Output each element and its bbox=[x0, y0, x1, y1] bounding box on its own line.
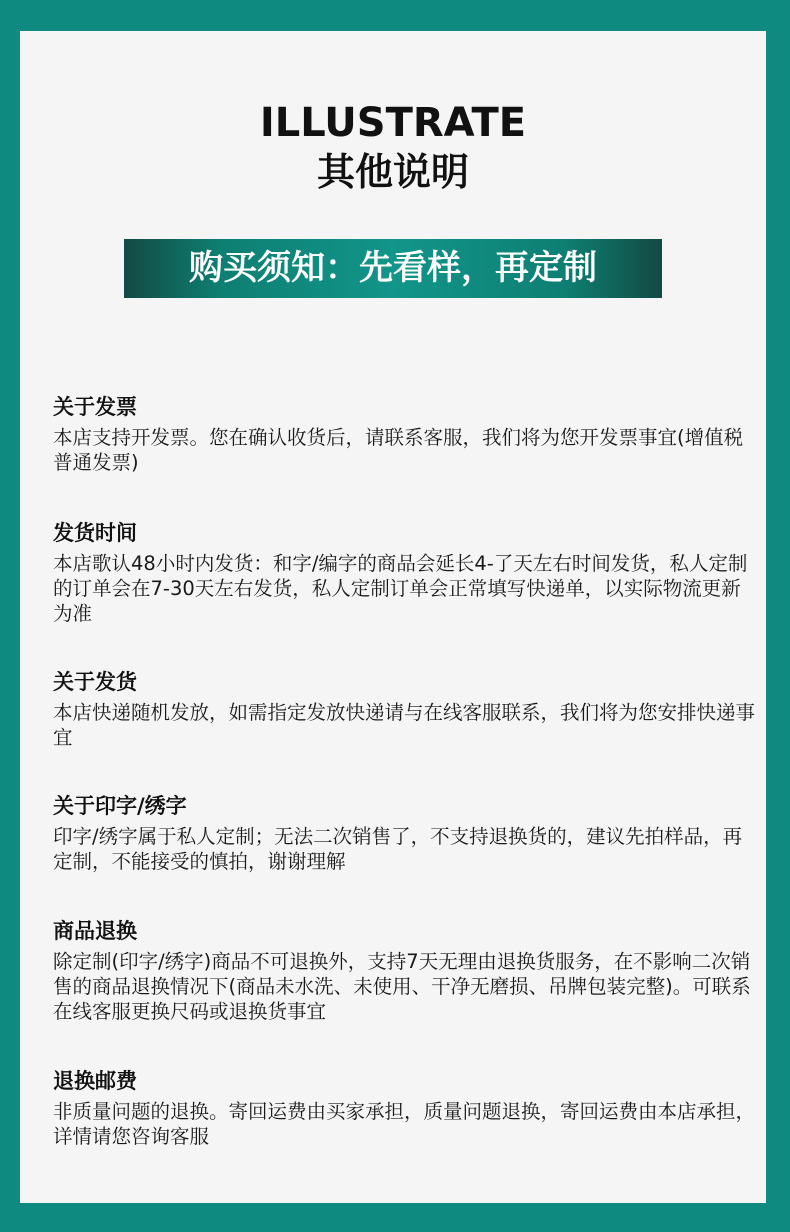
section-body: 印字/绣字属于私人定制；无法二次销售了，不支持退换货的，建议先拍样品，再定制，不能接受的慎拍，谢谢理解 bbox=[53, 825, 743, 873]
section-heading: 退换邮费 bbox=[53, 1069, 137, 1093]
section-heading: 发货时间 bbox=[53, 521, 137, 545]
page-title-en: ILLUSTRATE bbox=[259, 100, 527, 146]
section-body: 非质量问题的退换。寄回运费由买家承担，质量问题退换，寄回运费由本店承担，详情请您咨询客服 bbox=[53, 1100, 756, 1148]
section-shipping-time bbox=[53, 519, 759, 626]
section-body: 本店支持开发票。您在确认收货后，请联系客服，我们将为您开发票事宜(增值税普通发票) bbox=[53, 426, 744, 474]
section-heading: 关于发货 bbox=[53, 670, 137, 694]
section-heading: 关于印字/绣字 bbox=[53, 794, 187, 818]
section-body: 除定制(印字/绣字)商品不可退换外，支持7天无理由退换货服务，在不影响二次销售的商品退换情况下(商品未水洗、未使用、干净无磨损、吊牌包装完整)。可联系在线客服更换尺码或退换货事宜 bbox=[53, 950, 751, 1023]
section-return-postage bbox=[53, 1067, 759, 1149]
content-card bbox=[20, 31, 766, 1203]
section-body: 本店歌认48小时内发货：和字/编字的商品会延长4-了天左右时间发货，私人定制的订单会在7-30天左右发货，私人定制订单会正常填写快递单，以实际物流更新为准 bbox=[53, 552, 748, 625]
section-body: 本店快递随机发放，如需指定发放快递请与在线客服联系，我们将为您安排快递事宜 bbox=[53, 701, 756, 749]
section-delivery bbox=[53, 668, 759, 750]
notice-banner: 购买须知：先看样，再定制 bbox=[124, 239, 662, 298]
section-invoice bbox=[53, 393, 759, 475]
section-heading: 商品退换 bbox=[53, 919, 137, 943]
section-heading: 关于发票 bbox=[53, 395, 137, 419]
section-printing bbox=[53, 792, 759, 874]
page-title-cn: 其他说明 bbox=[316, 150, 469, 194]
section-returns bbox=[53, 917, 759, 1024]
